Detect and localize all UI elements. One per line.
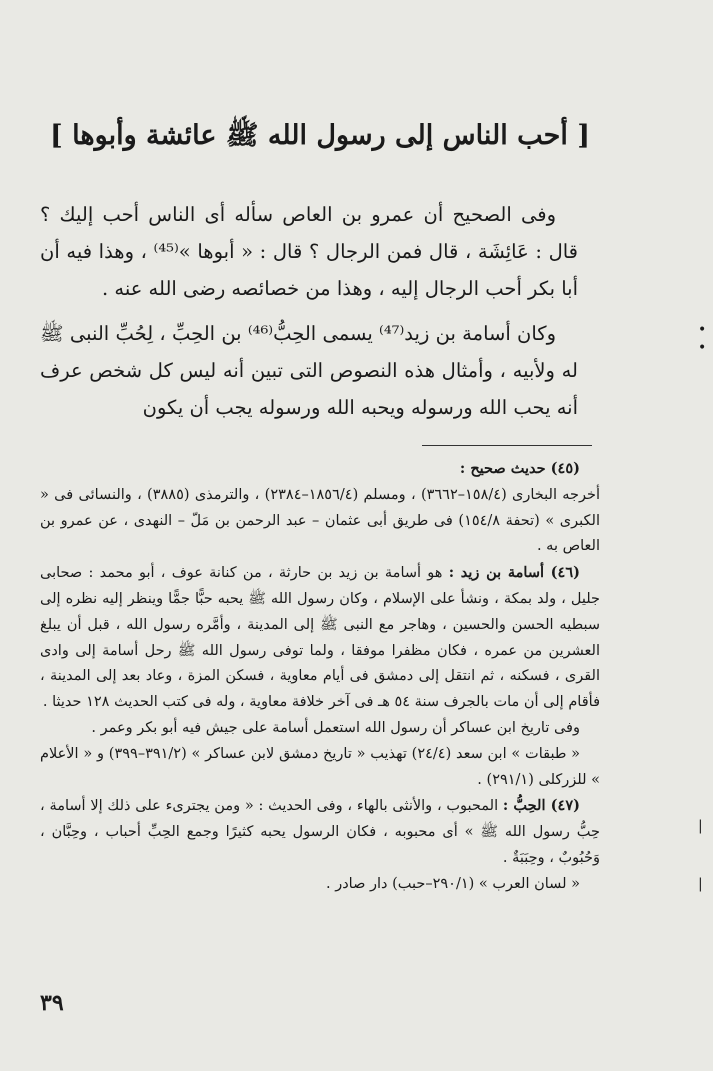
footnote-label: (٤٧) الحِبُّ : — [502, 797, 580, 815]
footnote-text: المحبوب ، والأنثى بالهاء ، وفى الحديث : « ومن يجترىء على ذلك إلا أسامة ، حِبُّ رسول الله ﷺ » أى محبوبه ، فكان الرسول يحبه كثيرًا وجمع الحِبِّ أحباب ، وحِبَّان ، وَحُبُوبٌ ، وحِبَبَةٌ . — [40, 798, 600, 866]
margin-mark: | — [698, 876, 703, 892]
body-paragraph: وفى الصحيح أن عمرو بن العاص سأله أى الناس أحب إليك ؟ قال : عَائِشَة ، قال فمن الرجال ؟ قال : « أبوها »⁽⁴⁵⁾ ، وهذا فيه أن أبا بكر أحب الرجال إليه ، وهذا من خصائصه رضى الله عنه . — [40, 203, 578, 300]
footnote-source: « لسان العرب » (٢٩٠/١–حبب) دار صادر . — [325, 875, 580, 892]
footnote-45 — [40, 456, 600, 483]
footnote-text: وفى تاريخ ابن عساكر أن رسول الله استعمل أسامة على جيش فيه أبو بكر وعمر . — [91, 719, 580, 736]
footnote-text: « طبقات » ابن سعد (٢٤/٤) تهذيب « تاريخ دمشق لابن عساكر » (٣٩١/٢–٣٩٩) و « الأعلام » للزركلى (٢٩١/١) . — [40, 745, 600, 788]
footnote-46 — [40, 560, 600, 716]
footnote-text: أخرجه البخارى (١٥٨/٤–٣٦٦٢) ، ومسلم (١٨٥٦/٤–٢٣٨٤) ، والترمذى (٣٨٨٥) ، والنسائى فى « الكبرى » (تحفة ١٥٤/٨) فى طريق أبى عثمان – عبد الرحمن بن مَلّ – النهدى ، عن عمرو بن العاص به . — [40, 486, 600, 555]
footnote-47 — [40, 793, 600, 871]
footnote-text: هو أسامة بن زيد بن حارثة ، من كنانة عوف ، أبو محمد : صحابى جليل ، ولد بمكة ، ونشأ على الإسلام ، وكان رسول الله ﷺ يحبه حبًّا جمًّا وينظر إليه نظره إلى سبطيه الحسن والحسين ، وهاجر مع النبى ﷺ إلى المدينة ، وأمَّره رسول الله ، قبل أن يبلغ العشرين من عمره ، فكان مظفرا موفقا ، ولما توفى رسول الله ﷺ رحل أسامة إلى وادى القرى ، فسكنه ، ثم انتقل إلى دمشق فى أيام معاوية ، فسكن المزة ، وعاد بعد إلى المدينة ، فأقام إلى أن مات بالجرف سنة ٥٤ هـ فى آخر خلافة معاوية ، وله فى كتب الحديث ١٢٨ حديثا . — [40, 565, 600, 711]
footnotes — [40, 456, 600, 898]
footnote-divider — [422, 445, 592, 446]
footnote-label: (٤٦) أسامة بن زيد : — [448, 564, 580, 582]
section-heading: [ أحب الناس إلى رسول الله ﷺ عائشة وأبوها ] — [49, 120, 590, 151]
margin-mark: • — [698, 340, 707, 356]
main-text — [40, 196, 578, 426]
footnote-label: (٤٥) حديث صحيح : — [459, 460, 580, 477]
margin-mark: | — [698, 818, 703, 834]
page-number: ٣٩ — [40, 990, 64, 1016]
margin-mark: • — [698, 322, 707, 338]
body-paragraph: وكان أسامة بن زيد⁽⁴⁷⁾ يسمى الحِبُّ⁽⁴⁶⁾ بن الحِبِّ ، لِحُبِّ النبى ﷺ له ولأبيه ، وأمثال هذه النصوص التى تبين أنه ليس كل شخص عرف أنه يحب الله ورسوله ويحبه الله ورسوله يجب أن يكون — [40, 322, 578, 419]
